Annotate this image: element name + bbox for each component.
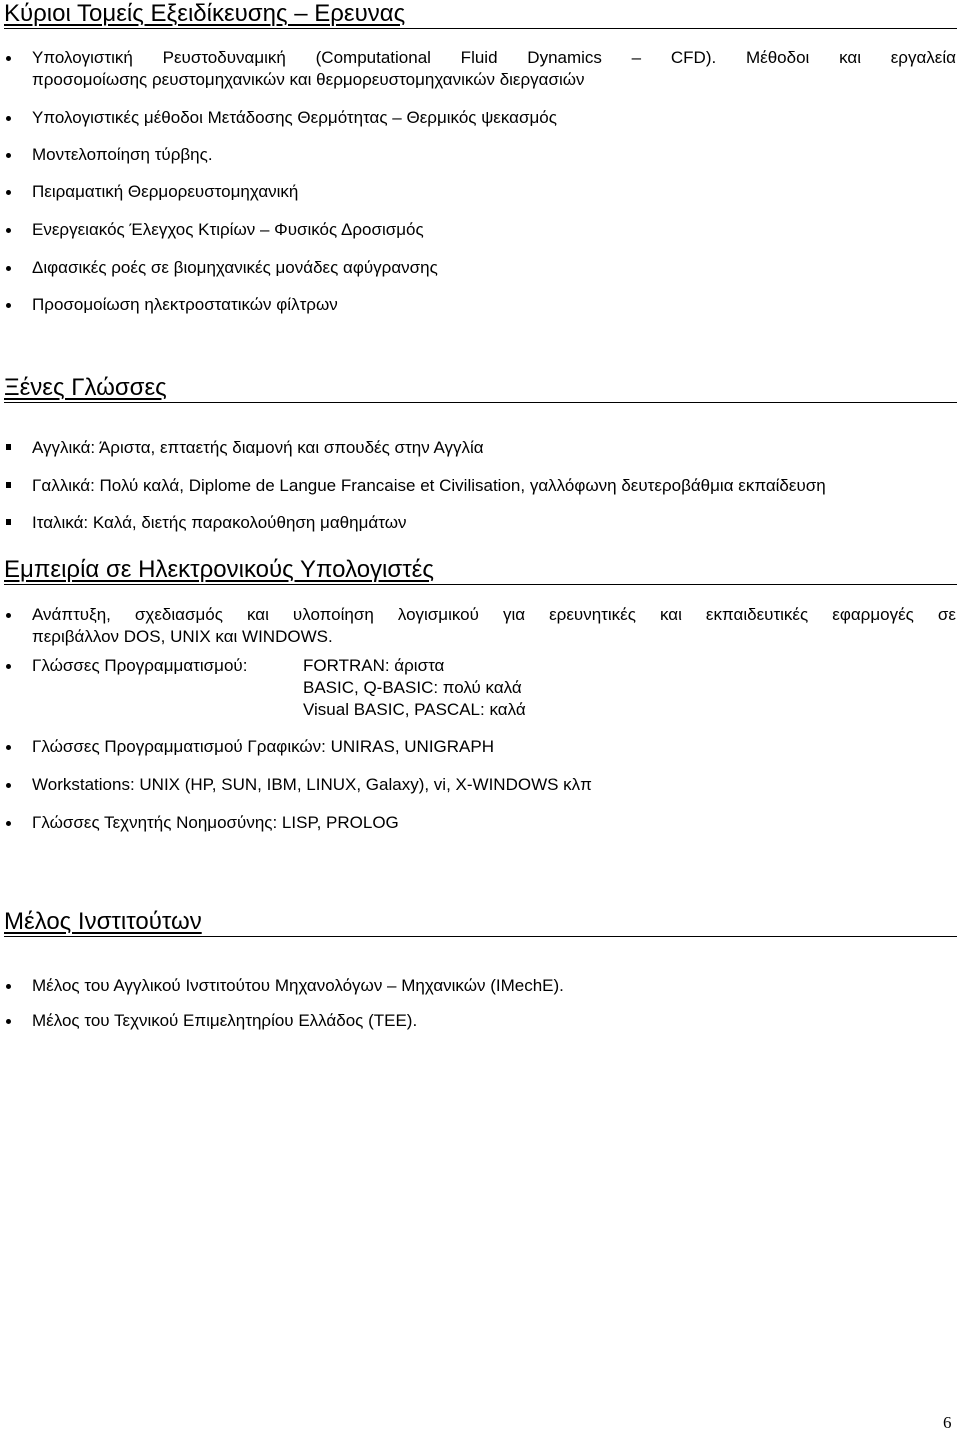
computers-item-software: Ανάπτυξη, σχεδιασμός και υλοποίηση λογισμικού για ερευνητικές και εκπαιδευτικές εφαρμογές σε περιβάλλον DOS, UNIX και WINDOWS.	[32, 604, 956, 648]
research-heading: Κύριοι Τομείς Εξειδίκευσης – Ερευνας	[4, 0, 957, 29]
computers-heading: Εμπειρία σε Ηλεκτρονικούς Υπολογιστές	[4, 556, 957, 585]
computers-item-programming	[32, 655, 956, 721]
memberships-heading: Μέλος Ινστιτούτων	[4, 908, 957, 937]
language-item-french: Γαλλικά: Πολύ καλά, Diplome de Langue Francaise et Civilisation, γαλλόφωνη δευτεροβάθμια εκπαίδευση	[32, 475, 956, 497]
programming-values	[303, 655, 526, 721]
bullet-icon	[6, 745, 11, 750]
bullet-icon	[6, 228, 11, 233]
language-item-italian: Ιταλικά: Καλά, διετής παρακολούθηση μαθημάτων	[32, 512, 956, 534]
programming-label: Γλώσσες Προγραμματισμού:	[32, 656, 248, 675]
research-item-energy: Ενεργειακός Έλεγχος Κτιρίων – Φυσικός Δροσισμός	[32, 219, 956, 241]
research-item-cfd: Υπολογιστική Ρευστοδυναμική (Computational Fluid Dynamics – CFD). Μέθοδοι και εργαλεία προσομοίωσης ρευστομηχανικών και θερμορευστομηχανικών διεργασιών	[32, 47, 956, 91]
computers-item-graphics: Γλώσσες Προγραμματισμού Γραφικών: UNIRAS, UNIGRAPH	[32, 736, 956, 758]
bullet-icon	[6, 116, 11, 121]
research-item-turbulence: Μοντελοποίηση τύρβης.	[32, 144, 956, 166]
programming-value: BASIC, Q-BASIC: πολύ καλά	[303, 678, 522, 697]
square-bullet-icon	[6, 519, 11, 525]
research-item-twophase: Διφασικές ροές σε βιομηχανικές μονάδες αφύγρανσης	[32, 257, 956, 279]
bullet-icon	[6, 821, 11, 826]
computers-item-ai: Γλώσσες Τεχνητής Νοημοσύνης: LISP, PROLOG	[32, 812, 956, 834]
square-bullet-icon	[6, 444, 11, 450]
research-item-filters: Προσομοίωση ηλεκτροστατικών φίλτρων	[32, 294, 956, 316]
language-item-english: Αγγλικά: Άριστα, επταετής διαμονή και σπουδές στην Αγγλία	[32, 437, 956, 459]
membership-item-tee: Μέλος του Τεχνικού Επιμελητηρίου Ελλάδος (ΤΕΕ).	[32, 1010, 956, 1032]
membership-item-imeche: Μέλος του Αγγλικού Ινστιτούτου Μηχανολόγων – Μηχανικών (IMechE).	[32, 975, 956, 997]
languages-heading: Ξένες Γλώσσες	[4, 374, 957, 403]
square-bullet-icon	[6, 482, 11, 488]
bullet-icon	[6, 984, 11, 989]
bullet-icon	[6, 153, 11, 158]
bullet-icon	[6, 303, 11, 308]
page-number: 6	[943, 1413, 952, 1432]
bullet-icon	[6, 56, 11, 61]
programming-value: Visual BASIC, PASCAL: καλά	[303, 700, 526, 719]
research-item-experimental: Πειραματική Θερμορευστομηχανική	[32, 181, 956, 203]
bullet-icon	[6, 1019, 11, 1024]
bullet-icon	[6, 190, 11, 195]
research-item-heat-transfer: Υπολογιστικές μέθοδοι Μετάδοσης Θερμότητας – Θερμικός ψεκασμός	[32, 107, 956, 129]
bullet-icon	[6, 266, 11, 271]
computers-item-workstations: Workstations: UNIX (HP, SUN, IBM, LINUX, Galaxy), vi, X-WINDOWS κλπ	[32, 774, 956, 796]
programming-value: FORTRAN: άριστα	[303, 656, 445, 675]
bullet-icon	[6, 613, 11, 618]
bullet-icon	[6, 664, 11, 669]
bullet-icon	[6, 783, 11, 788]
